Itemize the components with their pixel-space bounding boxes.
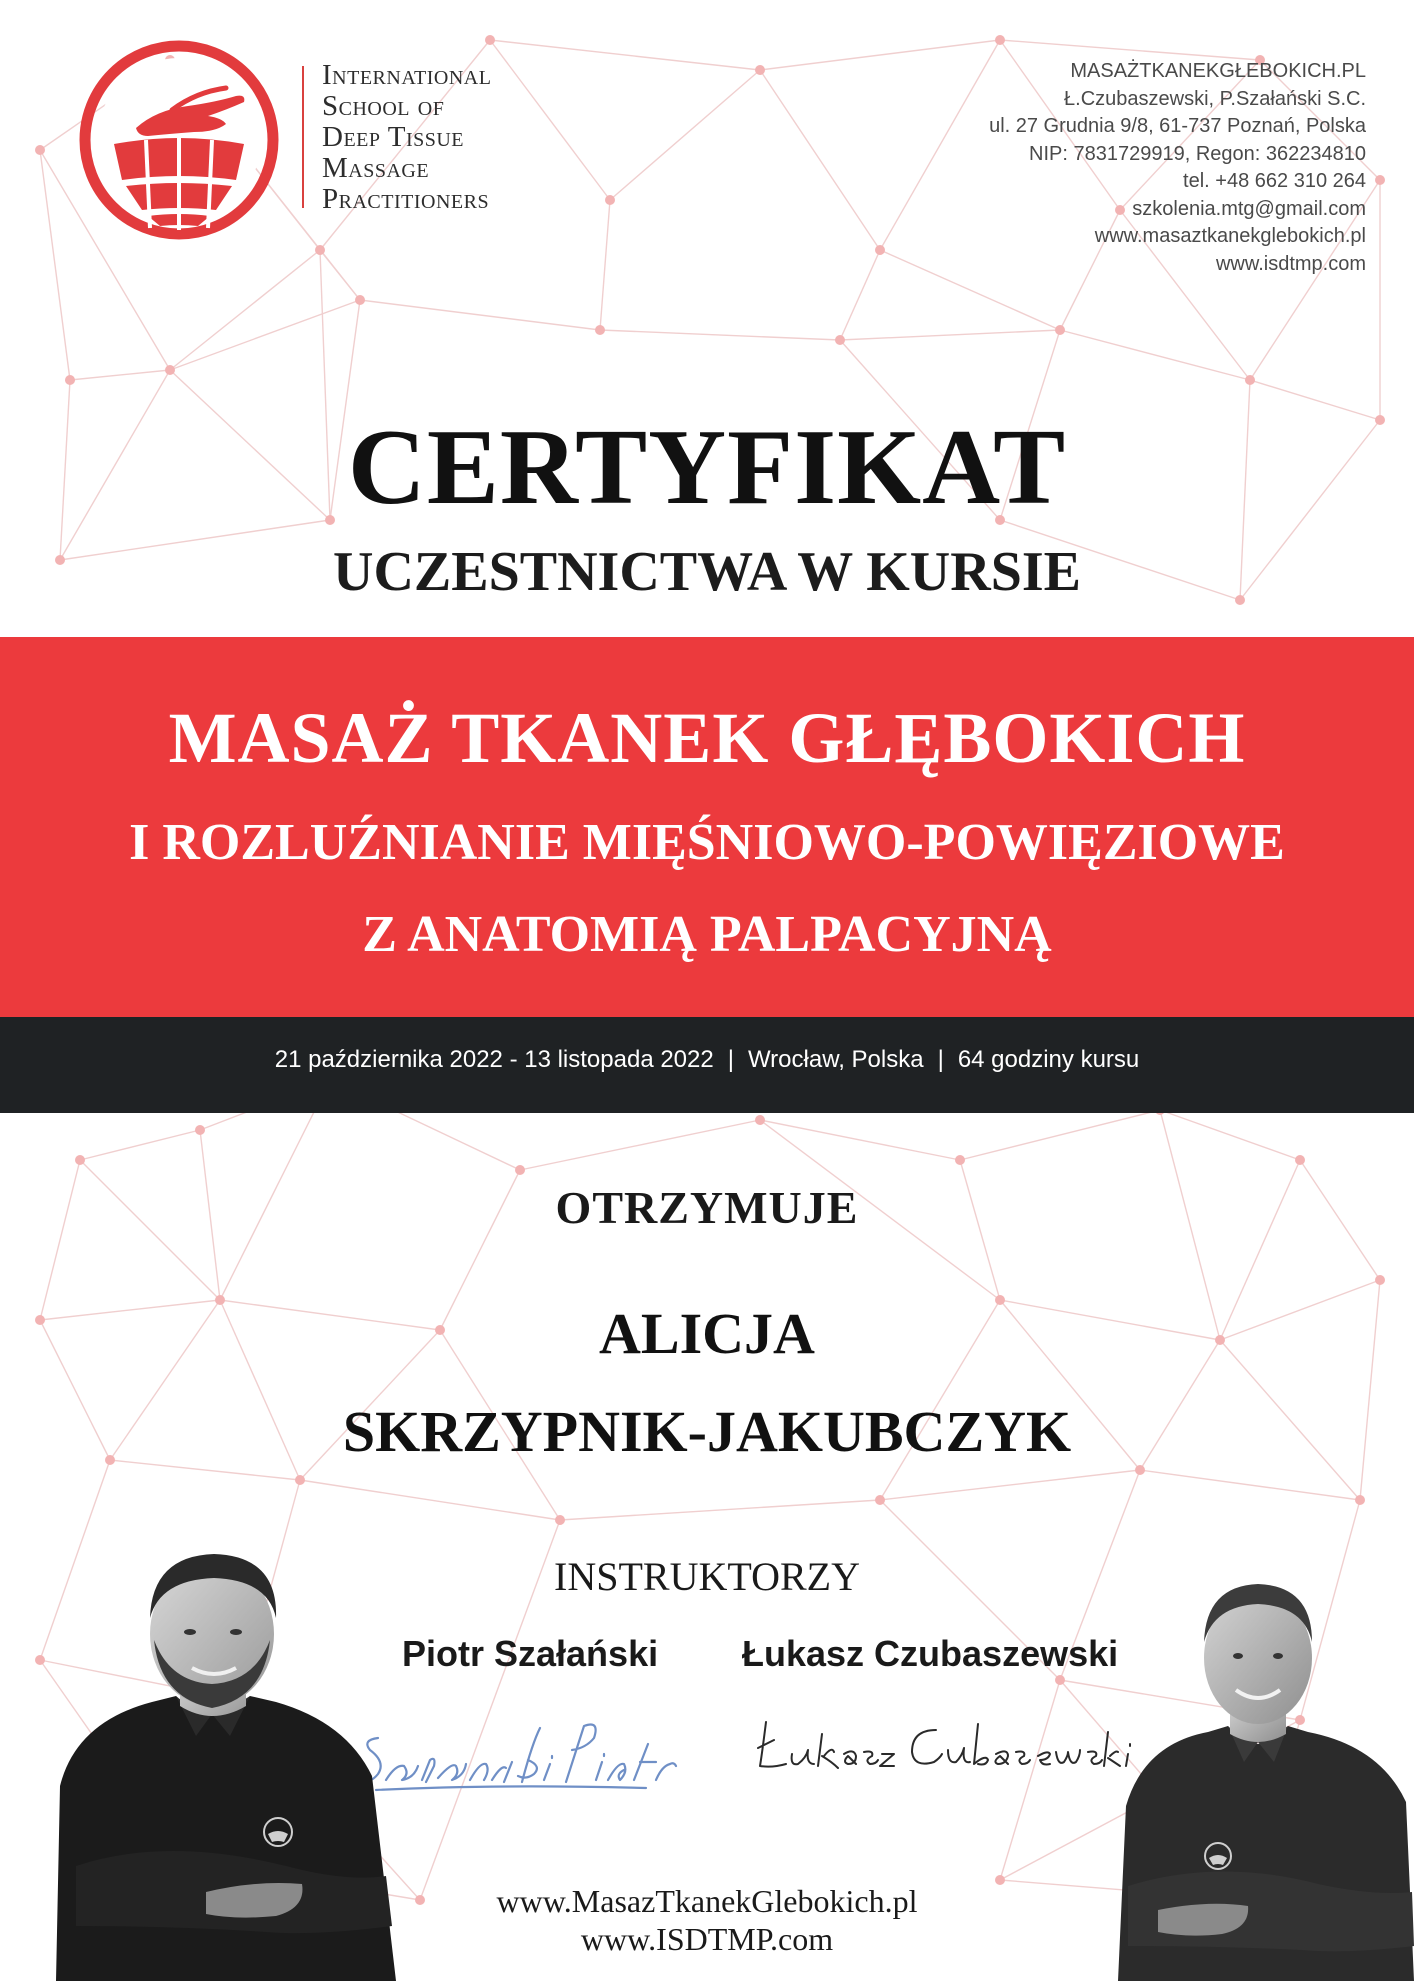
certificate-subtitle: UCZESTNICTWA W KURSIE: [333, 541, 1081, 603]
network-dot: [165, 365, 175, 375]
network-line: [80, 1130, 200, 1160]
course-info: [0, 1044, 1414, 1076]
network-line: [170, 250, 320, 370]
network-dot: [485, 35, 495, 45]
network-line: [960, 1110, 1160, 1160]
certificate-title: CERTYFIKAT: [347, 408, 1067, 527]
course-location: Wrocław, Polska: [747, 1046, 924, 1073]
network-dot: [605, 195, 615, 205]
network-dot: [35, 1655, 45, 1665]
network-line: [1160, 1110, 1300, 1160]
instructor-name-right: Łukasz Czubaszewski: [742, 1633, 1119, 1674]
network-line: [360, 300, 600, 330]
network-dot: [1245, 375, 1255, 385]
course-name-line-1: MASAŻ TKANEK GŁĘBOKICH: [168, 698, 1246, 778]
network-line: [760, 1120, 960, 1160]
network-dot: [65, 375, 75, 385]
network-dot: [1375, 175, 1385, 185]
handwritten-signature-left: [356, 1704, 696, 1800]
recipient-first-name: ALICJA: [599, 1301, 815, 1366]
network-line: [40, 150, 70, 380]
network-dot: [75, 1155, 85, 1165]
course-name-line-2: I ROZLUŹNIANIE MIĘŚNIOWO-POWIĘZIOWE: [129, 814, 1285, 871]
info-separator: |: [937, 1046, 944, 1073]
network-line: [490, 40, 760, 70]
logo-divider: [302, 66, 304, 208]
course-hours: 64 godziny kursu: [957, 1046, 1140, 1073]
network-line: [300, 1480, 560, 1520]
receives-label: OTRZYMUJE: [555, 1182, 859, 1233]
network-line: [840, 330, 1060, 340]
network-dot: [195, 1125, 205, 1135]
network-line: [610, 70, 760, 200]
network-dot: [875, 1495, 885, 1505]
network-dot: [1055, 1675, 1065, 1685]
network-line: [170, 300, 360, 370]
network-dot: [555, 1515, 565, 1525]
school-name: [322, 60, 491, 215]
network-dot: [755, 65, 765, 75]
handwritten-signature-right: [752, 1704, 1142, 1784]
course-dates: 21 października 2022 - 13 listopada 2022: [274, 1046, 714, 1073]
network-dot: [1055, 325, 1065, 335]
network-dot: [295, 1475, 305, 1485]
contact-website: www.masaztkanekglebokich.pl: [1094, 225, 1366, 247]
network-line: [600, 200, 610, 330]
network-line: [1140, 1470, 1360, 1500]
footer-url-isdtmp: www.ISDTMP.com: [580, 1921, 834, 1957]
network-dot: [755, 1115, 765, 1125]
network-dot: [355, 295, 365, 305]
instructors-label: INSTRUKTORZY: [554, 1554, 860, 1599]
network-line: [490, 40, 610, 200]
network-dot: [515, 1165, 525, 1175]
network-line: [560, 1500, 880, 1520]
footer-url-main: www.MasazTkanekGlebokich.pl: [496, 1883, 918, 1919]
contact-website-caps: MASAŻTKANEKGŁEBOKICH.PL: [1070, 60, 1366, 82]
network-line: [320, 250, 360, 300]
network-dot: [835, 335, 845, 345]
contact-company: Ł.Czubaszewski, P.Szałański S.C.: [1064, 87, 1366, 110]
contact-phone: tel. +48 662 310 264: [1183, 170, 1366, 192]
network-dot: [595, 325, 605, 335]
instructor-name-left: Piotr Szałański: [402, 1633, 659, 1674]
network-line: [1060, 330, 1250, 380]
network-line: [70, 370, 170, 380]
school-name-line: International: [322, 59, 492, 91]
school-name-line: School of: [322, 90, 445, 122]
contact-email: szkolenia.mtg@gmail.com: [1132, 197, 1366, 220]
network-dot: [315, 245, 325, 255]
footer-urls: [0, 1882, 1414, 1958]
network-dot: [995, 35, 1005, 45]
network-line: [600, 330, 840, 340]
network-dot: [1375, 1275, 1385, 1285]
contact-tax-ids: NIP: 7831729919, Regon: 362234810: [1029, 142, 1366, 165]
contact-address: ul. 27 Grudnia 9/8, 61-737 Poznań, Polska: [989, 115, 1366, 137]
recipient-last-name: SKRZYPNIK-JAKUBCZYK: [342, 1399, 1072, 1464]
network-line: [1000, 40, 1260, 60]
info-separator: |: [727, 1046, 734, 1073]
network-dot: [35, 145, 45, 155]
school-name-line: Massage: [322, 152, 430, 184]
school-name-line: Deep Tissue: [322, 121, 465, 153]
contact-website-alt: www.isdtmp.com: [1215, 252, 1366, 275]
network-line: [880, 1470, 1140, 1500]
network-dot: [1355, 1495, 1365, 1505]
network-dot: [1135, 1465, 1145, 1475]
network-line: [520, 1120, 760, 1170]
school-name-line: Practitioners: [322, 183, 490, 215]
contact-block: [846, 58, 1366, 278]
network-dot: [1295, 1155, 1305, 1165]
network-dot: [955, 1155, 965, 1165]
course-name-line-3: Z ANATOMIĄ PALPACYJNĄ: [362, 906, 1052, 963]
hand-over-globe-logo-icon: [76, 40, 282, 240]
